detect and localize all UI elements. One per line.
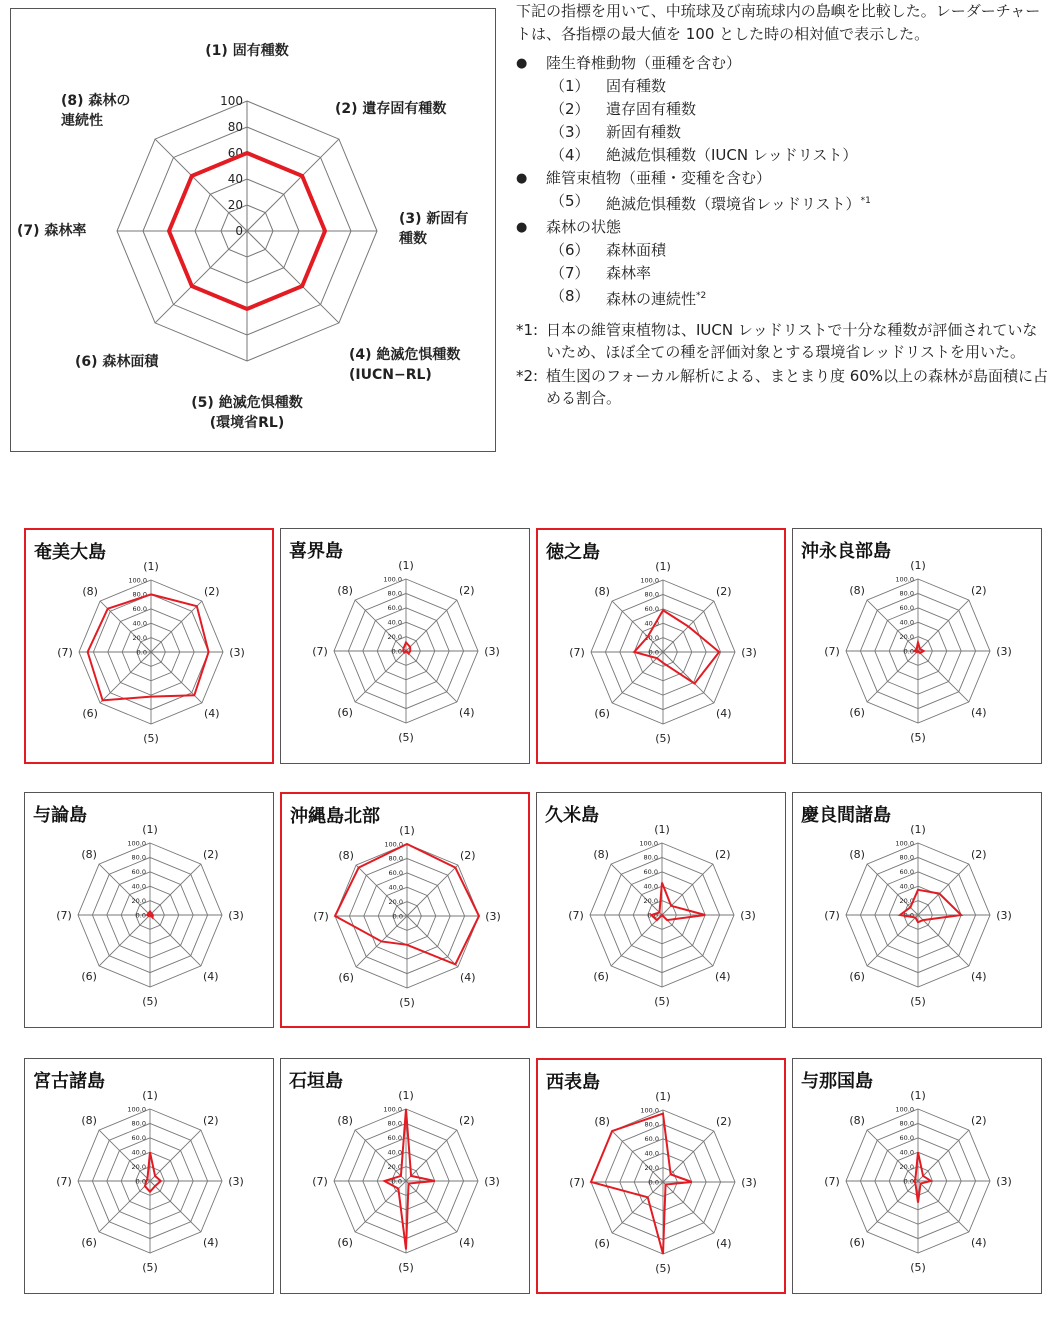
axis-number-label: (6) (849, 705, 865, 719)
indicator-label: 森林面積 (606, 241, 667, 259)
island-radar-chart (793, 793, 1043, 1029)
radar-tick-label: 0.0 (903, 911, 914, 920)
radar-tick-label: 100.0 (383, 575, 402, 584)
radar-tick-label: 40 (227, 172, 243, 187)
island-name: 宮古諸島 (33, 1071, 105, 1092)
axis-number-label: (7) (824, 645, 840, 658)
axis-number-label: (3) (996, 1175, 1012, 1188)
axis-number-label: (3) (740, 909, 756, 922)
island-panel (792, 1058, 1042, 1294)
radar-tick-label: 80.0 (644, 1120, 659, 1129)
axis-number-label: (4) (971, 1235, 987, 1249)
axis-number-label: (1) (398, 1089, 414, 1102)
radar-tick-label: 80.0 (644, 590, 659, 599)
radar-tick-label: 20.0 (644, 1163, 659, 1172)
indicator-number: （1） (550, 77, 590, 95)
radar-tick-label: 40.0 (643, 882, 658, 891)
axis-number-label: (1) (655, 560, 671, 573)
axis-number-label: (7) (824, 909, 840, 922)
island-panel (792, 792, 1042, 1028)
radar-tick-label: 80.0 (643, 853, 658, 862)
indicator-list (516, 52, 1052, 311)
island-panel (536, 528, 786, 764)
axis-number-label: (2) (203, 848, 219, 862)
axis-number-label: (7) (824, 1175, 840, 1188)
footnote-ref: *1 (860, 196, 871, 206)
axis-number-label: (8) (594, 585, 610, 599)
island-radar-chart (25, 1059, 275, 1295)
axis-number-label: (3) (485, 910, 501, 923)
axis-number-label: (3) (741, 646, 757, 659)
axis-number-label: (1) (399, 824, 415, 837)
axis-number-label: (8) (337, 1114, 353, 1128)
footnote (516, 319, 1052, 363)
axis-number-label: (1) (398, 559, 414, 572)
axis-number-label: (2) (716, 1115, 732, 1129)
radar-tick-label: 100.0 (127, 839, 146, 848)
axis-label: (3) 新固有 (399, 211, 469, 227)
island-radar-chart (282, 794, 532, 1030)
radar-tick-label: 100.0 (383, 1105, 402, 1114)
axis-label: (8) 森林の (61, 93, 131, 109)
axis-number-label: (5) (910, 995, 926, 1008)
indicator-number: （3） (550, 123, 590, 141)
axis-number-label: (1) (910, 823, 926, 836)
axis-number-label: (3) (484, 645, 500, 658)
indicator-item (516, 98, 1052, 121)
indicator-label: 森林率 (606, 264, 652, 282)
axis-number-label: (2) (716, 585, 732, 599)
island-panel (24, 792, 274, 1028)
axis-number-label: (1) (142, 1089, 158, 1102)
indicator-category: ● 陸生脊椎動物（亜種を含む） (516, 52, 1052, 75)
island-name: 喜界島 (289, 541, 343, 562)
radar-tick-label: 80.0 (388, 854, 403, 863)
radar-tick-label: 20.0 (387, 1162, 402, 1171)
radar-series-line (914, 1152, 931, 1202)
radar-tick-label: 0.0 (648, 1178, 659, 1187)
axis-number-label: (6) (82, 706, 98, 720)
radar-tick-label: 20.0 (644, 633, 659, 642)
radar-tick-label: 40.0 (387, 618, 402, 627)
radar-tick-label: 20.0 (131, 1162, 146, 1171)
indicator-item (516, 121, 1052, 144)
radar-tick-label: 100 (220, 94, 243, 109)
radar-tick-label: 60.0 (131, 868, 146, 877)
axis-number-label: (2) (203, 1114, 219, 1128)
axis-number-label: (3) (228, 909, 244, 922)
axis-number-label: (2) (204, 585, 220, 599)
footnote-mark: *1: (516, 321, 539, 339)
radar-tick-label: 20.0 (643, 896, 658, 905)
axis-label: (5) 絶滅危惧種数 (191, 395, 303, 411)
radar-tick-label: 0.0 (135, 911, 146, 920)
footnote-text: 日本の維管束植物は、IUCN レッドリストで十分な種数が評価されていないため、ほぼ全ての種を評価対象とする環境省レッドリストを用いた。 (546, 321, 1038, 361)
radar-tick-label: 0.0 (391, 647, 402, 656)
axis-number-label: (6) (593, 969, 609, 983)
axis-number-label: (2) (715, 848, 731, 862)
radar-tick-label: 20.0 (899, 1162, 914, 1171)
radar-series-line (403, 642, 410, 653)
axis-number-label: (5) (910, 731, 926, 744)
radar-tick-label: 0.0 (136, 648, 147, 657)
indicator-number: （2） (550, 100, 590, 118)
radar-tick-label: 100.0 (640, 576, 659, 585)
axis-number-label: (4) (716, 1236, 732, 1250)
radar-tick-label: 40.0 (387, 1148, 402, 1157)
axis-number-label: (3) (741, 1176, 757, 1189)
footnote-mark: *2: (516, 367, 539, 385)
axis-number-label: (7) (569, 646, 585, 659)
indicator-label: 新固有種数 (606, 123, 682, 141)
radar-tick-label: 0 (235, 224, 243, 239)
axis-number-label: (3) (484, 1175, 500, 1188)
indicator-label: 絶滅危惧種数（IUCN レッドリスト） (606, 146, 858, 164)
axis-number-label: (8) (849, 848, 865, 862)
radar-series-line (914, 642, 923, 653)
radar-tick-label: 100.0 (895, 839, 914, 848)
axis-number-label: (2) (971, 848, 987, 862)
island-name: 西表島 (546, 1072, 600, 1093)
radar-tick-label: 0.0 (391, 1177, 402, 1186)
axis-number-label: (5) (142, 995, 158, 1008)
axis-number-label: (4) (971, 969, 987, 983)
indicator-label: 森林の連続性$^{*2}$ (606, 290, 707, 308)
axis-number-label: (5) (142, 1261, 158, 1274)
axis-number-label: (5) (398, 731, 414, 744)
axis-number-label: (6) (594, 1236, 610, 1250)
axis-number-label: (8) (849, 1114, 865, 1128)
axis-number-label: (3) (996, 645, 1012, 658)
axis-number-label: (6) (594, 706, 610, 720)
axis-number-label: (5) (654, 995, 670, 1008)
indicator-item (516, 75, 1052, 98)
axis-number-label: (4) (716, 706, 732, 720)
axis-number-label: (4) (459, 1235, 475, 1249)
footnotes (516, 319, 1052, 409)
radar-tick-label: 60.0 (644, 1135, 659, 1144)
axis-number-label: (4) (203, 969, 219, 983)
radar-tick-label: 80.0 (131, 1119, 146, 1128)
island-name: 石垣島 (289, 1071, 343, 1092)
island-radar-chart (538, 530, 788, 766)
axis-label: (2) 遺存固有種数 (335, 101, 447, 117)
radar-tick-label: 80.0 (899, 1119, 914, 1128)
axis-number-label: (6) (81, 969, 97, 983)
radar-tick-label: 20.0 (388, 897, 403, 906)
radar-tick-label: 20 (227, 198, 243, 213)
radar-tick-label: 20.0 (387, 632, 402, 641)
axis-number-label: (6) (337, 1235, 353, 1249)
island-panel (792, 528, 1042, 764)
radar-tick-label: 80 (227, 120, 243, 135)
radar-tick-label: 40.0 (899, 1148, 914, 1157)
island-radar-chart (538, 1060, 788, 1296)
indicator-number: （7） (550, 264, 590, 282)
axis-number-label: (3) (996, 909, 1012, 922)
radar-tick-label: 60.0 (643, 868, 658, 877)
island-panel (280, 792, 530, 1028)
axis-number-label: (7) (312, 645, 328, 658)
axis-number-label: (3) (228, 1175, 244, 1188)
radar-tick-label: 100.0 (639, 839, 658, 848)
axis-number-label: (5) (910, 1261, 926, 1274)
island-radar-chart (26, 530, 276, 766)
island-radar-chart (793, 529, 1043, 765)
footnote-ref: *2 (696, 291, 707, 301)
axis-number-label: (6) (849, 1235, 865, 1249)
axis-label: (6) 森林面積 (75, 354, 159, 370)
island-name: 奄美大島 (34, 542, 106, 563)
radar-tick-label: 40.0 (131, 882, 146, 891)
radar-tick-label: 20.0 (899, 896, 914, 905)
radar-tick-label: 40.0 (644, 619, 659, 628)
radar-tick-label: 60.0 (899, 604, 914, 613)
axis-label: 種数 (399, 231, 427, 247)
radar-tick-label: 0.0 (135, 1177, 146, 1186)
radar-tick-label: 80.0 (132, 590, 147, 599)
axis-number-label: (7) (56, 909, 72, 922)
island-name: 沖縄島北部 (290, 806, 380, 827)
indicator-item (516, 239, 1052, 262)
radar-tick-label: 20.0 (131, 896, 146, 905)
axis-number-label: (6) (338, 970, 354, 984)
axis-number-label: (7) (313, 910, 329, 923)
radar-tick-label: 80.0 (131, 853, 146, 862)
radar-tick-label: 40.0 (388, 883, 403, 892)
axis-number-label: (4) (460, 970, 476, 984)
axis-number-label: (1) (910, 559, 926, 572)
axis-number-label: (7) (312, 1175, 328, 1188)
radar-tick-label: 100.0 (384, 840, 403, 849)
radar-tick-label: 60.0 (132, 605, 147, 614)
axis-number-label: (4) (971, 705, 987, 719)
notes-intro: 下記の指標を用いて、中琉球及び南琉球内の島嶼を比較した。レーダーチャートは、各指標の最大値を 100 とした時の相対値で表示した。 (516, 2, 1041, 43)
indicator-number: （4） (550, 146, 590, 164)
island-panel (536, 1058, 786, 1294)
indicator-item (516, 144, 1052, 167)
radar-tick-label: 40.0 (644, 1149, 659, 1158)
radar-tick-label: 60.0 (387, 1134, 402, 1143)
island-radar-chart (25, 793, 275, 1029)
island-radar-chart (793, 1059, 1043, 1295)
axis-number-label: (6) (81, 1235, 97, 1249)
axis-label: (1) 固有種数 (205, 43, 289, 59)
indicator-number: （5） (550, 192, 590, 210)
axis-number-label: (5) (655, 732, 671, 745)
axis-number-label: (7) (568, 909, 584, 922)
radar-tick-label: 20.0 (899, 632, 914, 641)
radar-tick-label: 0.0 (903, 1177, 914, 1186)
axis-number-label: (8) (81, 848, 97, 862)
axis-number-label: (4) (203, 1235, 219, 1249)
radar-tick-label: 100.0 (640, 1106, 659, 1115)
axis-number-label: (3) (229, 646, 245, 659)
island-panel (280, 1058, 530, 1294)
radar-tick-label: 40.0 (131, 1148, 146, 1157)
footnote (516, 365, 1052, 409)
axis-number-label: (8) (81, 1114, 97, 1128)
radar-tick-label: 60.0 (899, 868, 914, 877)
axis-number-label: (4) (204, 706, 220, 720)
axis-number-label: (2) (459, 1114, 475, 1128)
indicator-item (516, 285, 1052, 311)
legend-radar-chart (11, 9, 497, 453)
axis-label: (7) 森林率 (17, 223, 87, 239)
radar-tick-label: 0.0 (648, 648, 659, 657)
axis-number-label: (1) (654, 823, 670, 836)
radar-tick-label: 60.0 (899, 1134, 914, 1143)
footnote-text: 植生図のフォーカル解析による、まとまり度 60%以上の森林が島面積に占める割合。 (546, 367, 1049, 407)
indicator-number: （8） (550, 287, 590, 305)
indicator-category: ● 森林の状態 (516, 216, 1052, 239)
axis-number-label: (1) (910, 1089, 926, 1102)
axis-number-label: (1) (655, 1090, 671, 1103)
indicator-category: ● 維管束植物（亜種・変種を含む） (516, 167, 1052, 190)
axis-number-label: (2) (459, 584, 475, 598)
indicator-item (516, 262, 1052, 285)
radar-tick-label: 100.0 (895, 1105, 914, 1114)
axis-number-label: (8) (593, 848, 609, 862)
radar-tick-label: 60 (227, 146, 243, 161)
axis-number-label: (8) (337, 584, 353, 598)
indicator-number: （6） (550, 241, 590, 259)
axis-number-label: (8) (594, 1115, 610, 1129)
axis-number-label: (5) (399, 996, 415, 1009)
notes-panel (516, 0, 1052, 409)
radar-tick-label: 60.0 (644, 605, 659, 614)
axis-number-label: (1) (142, 823, 158, 836)
axis-label: 連続性 (61, 113, 103, 129)
radar-tick-label: 40.0 (132, 619, 147, 628)
island-radar-chart (281, 529, 531, 765)
island-name: 与論島 (33, 805, 87, 826)
radar-tick-label: 80.0 (387, 1119, 402, 1128)
island-radar-chart (281, 1059, 531, 1295)
island-panel (536, 792, 786, 1028)
axis-number-label: (6) (849, 969, 865, 983)
indicator-item (516, 190, 1052, 216)
radar-tick-label: 0.0 (903, 647, 914, 656)
island-radar-chart (537, 793, 787, 1029)
axis-label: (IUCN−RL) (349, 367, 432, 383)
radar-tick-label: 100.0 (895, 575, 914, 584)
island-name: 慶良間諸島 (801, 805, 891, 826)
axis-number-label: (2) (460, 849, 476, 863)
radar-tick-label: 60.0 (388, 869, 403, 878)
island-panel (280, 528, 530, 764)
radar-series-line (384, 1109, 434, 1249)
axis-label: (環境省RL) (209, 415, 285, 431)
axis-number-label: (2) (971, 1114, 987, 1128)
radar-tick-label: 40.0 (899, 618, 914, 627)
island-name: 久米島 (545, 805, 599, 826)
axis-number-label: (7) (569, 1176, 585, 1189)
axis-number-label: (5) (655, 1262, 671, 1275)
axis-number-label: (5) (398, 1261, 414, 1274)
indicator-label: 固有種数 (606, 77, 667, 95)
radar-tick-label: 100.0 (128, 576, 147, 585)
radar-tick-label: 80.0 (899, 589, 914, 598)
axis-label: (4) 絶滅危惧種数 (349, 347, 461, 363)
radar-tick-label: 40.0 (899, 882, 914, 891)
island-name: 与那国島 (801, 1071, 873, 1092)
island-name: 沖永良部島 (801, 541, 891, 562)
radar-tick-label: 60.0 (131, 1134, 146, 1143)
axis-number-label: (5) (143, 732, 159, 745)
axis-number-label: (4) (459, 705, 475, 719)
indicator-label: 遺存固有種数 (606, 100, 697, 118)
radar-tick-label: 100.0 (127, 1105, 146, 1114)
axis-number-label: (2) (971, 584, 987, 598)
axis-number-label: (7) (57, 646, 73, 659)
island-name: 徳之島 (546, 542, 600, 563)
island-panel (24, 528, 274, 764)
island-panel (24, 1058, 274, 1294)
legend-chart-box (10, 8, 496, 452)
axis-number-label: (1) (143, 560, 159, 573)
axis-number-label: (4) (715, 969, 731, 983)
radar-tick-label: 0.0 (392, 912, 403, 921)
axis-number-label: (8) (849, 584, 865, 598)
axis-number-label: (8) (338, 849, 354, 863)
radar-tick-label: 0.0 (647, 911, 658, 920)
radar-tick-label: 60.0 (387, 604, 402, 613)
axis-number-label: (8) (82, 585, 98, 599)
axis-number-label: (7) (56, 1175, 72, 1188)
radar-tick-label: 80.0 (899, 853, 914, 862)
axis-number-label: (6) (337, 705, 353, 719)
radar-tick-label: 20.0 (132, 633, 147, 642)
indicator-label: 絶滅危惧種数（環境省レッドリスト）$^{*1}$ (606, 195, 871, 213)
radar-tick-label: 80.0 (387, 589, 402, 598)
